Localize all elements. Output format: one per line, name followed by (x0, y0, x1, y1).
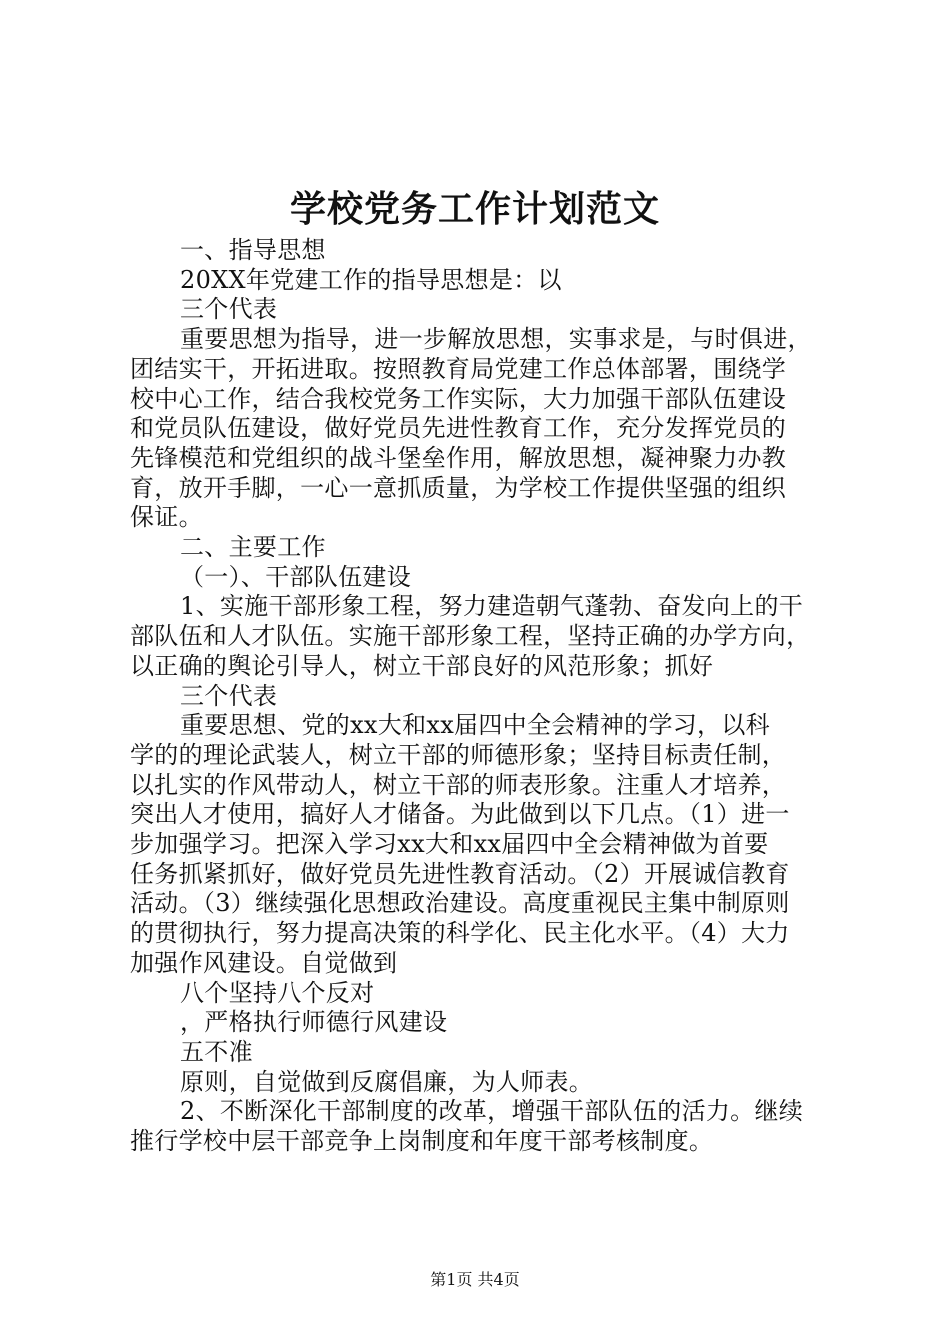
section-heading: 二、主要工作 (180, 533, 326, 562)
paragraph-line: 任务抓紧抓好，做好党员先进性教育活动。（2）开展诚信教育 (130, 859, 790, 888)
paragraph-line: 20XX年党建工作的指导思想是：以 (180, 265, 562, 294)
paragraph-line: 2、不断深化干部制度的改革，增强干部队伍的活力。继续 (180, 1097, 804, 1126)
paragraph-line: 1、实施干部形象工程，努力建造朝气蓬勃、奋发向上的干 (180, 592, 804, 621)
paragraph-line: 以正确的舆论引导人，树立干部良好的风范形象；抓好 (130, 651, 714, 680)
paragraph-line: 部队伍和人才队伍。实施干部形象工程，坚持正确的办学方向， (130, 622, 811, 651)
paragraph-line: 推行学校中层干部竞争上岗制度和年度干部考核制度。 (130, 1127, 714, 1156)
paragraph-line: 和党员队伍建设，做好党员先进性教育工作，充分发挥党员的 (130, 414, 787, 443)
paragraph-line: 的贯彻执行，努力提高决策的科学化、民主化水平。（4）大力 (130, 919, 790, 948)
paragraph-line: 团结实干，开拓进取。按照教育局党建工作总体部署，围绕学 (130, 354, 787, 383)
paragraph-line: 步加强学习。把深入学习xx大和xx届四中全会精神做为首要 (130, 830, 769, 859)
paragraph-line: 突出人才使用，搞好人才储备。为此做到以下几点。（1）进一 (130, 800, 790, 829)
section-heading: 一、指导思想 (180, 236, 326, 264)
paragraph-line: 原则，自觉做到反腐倡廉，为人师表。 (180, 1067, 594, 1096)
paragraph-line: 八个坚持八个反对 (180, 978, 375, 1007)
paragraph-line: 三个代表 (180, 681, 278, 710)
paragraph-line: 校中心工作，结合我校党务工作实际，大力加强干部队伍建设 (130, 384, 787, 413)
paragraph-line: 加强作风建设。自觉做到 (130, 948, 398, 977)
paragraph-line: 育，放开手脚，一心一意抓质量，为学校工作提供坚强的组织 (130, 473, 787, 502)
paragraph-line: 三个代表 (180, 295, 278, 324)
paragraph-line: 保证。 (130, 503, 203, 532)
paragraph-line: 重要思想、党的xx大和xx届四中全会精神的学习，以科 (180, 711, 770, 740)
paragraph-line: 重要思想为指导，进一步解放思想，实事求是，与时俱进， (180, 325, 812, 354)
document-title: 学校党务工作计划范文 (289, 188, 660, 230)
document-body (130, 236, 830, 1157)
paragraph-line: 五不准 (180, 1037, 253, 1066)
paragraph-line: 先锋模范和党组织的战斗堡垒作用，解放思想，凝神聚力办教 (130, 443, 787, 472)
paragraph-line: ，严格执行师德行风建设 (180, 1008, 448, 1037)
paragraph-line: 以扎实的作风带动人，树立干部的师表形象。注重人才培养， (130, 770, 787, 799)
subsection-heading: （一）、干部队伍建设 (180, 562, 411, 591)
paragraph-line: 学的的理论武装人，树立干部的师德形象；坚持目标责任制， (130, 740, 787, 769)
paragraph-line: 活动。（3）继续强化思想政治建设。高度重视民主集中制原则 (130, 889, 790, 918)
page-number: 第1页 共4页 (430, 1270, 520, 1289)
